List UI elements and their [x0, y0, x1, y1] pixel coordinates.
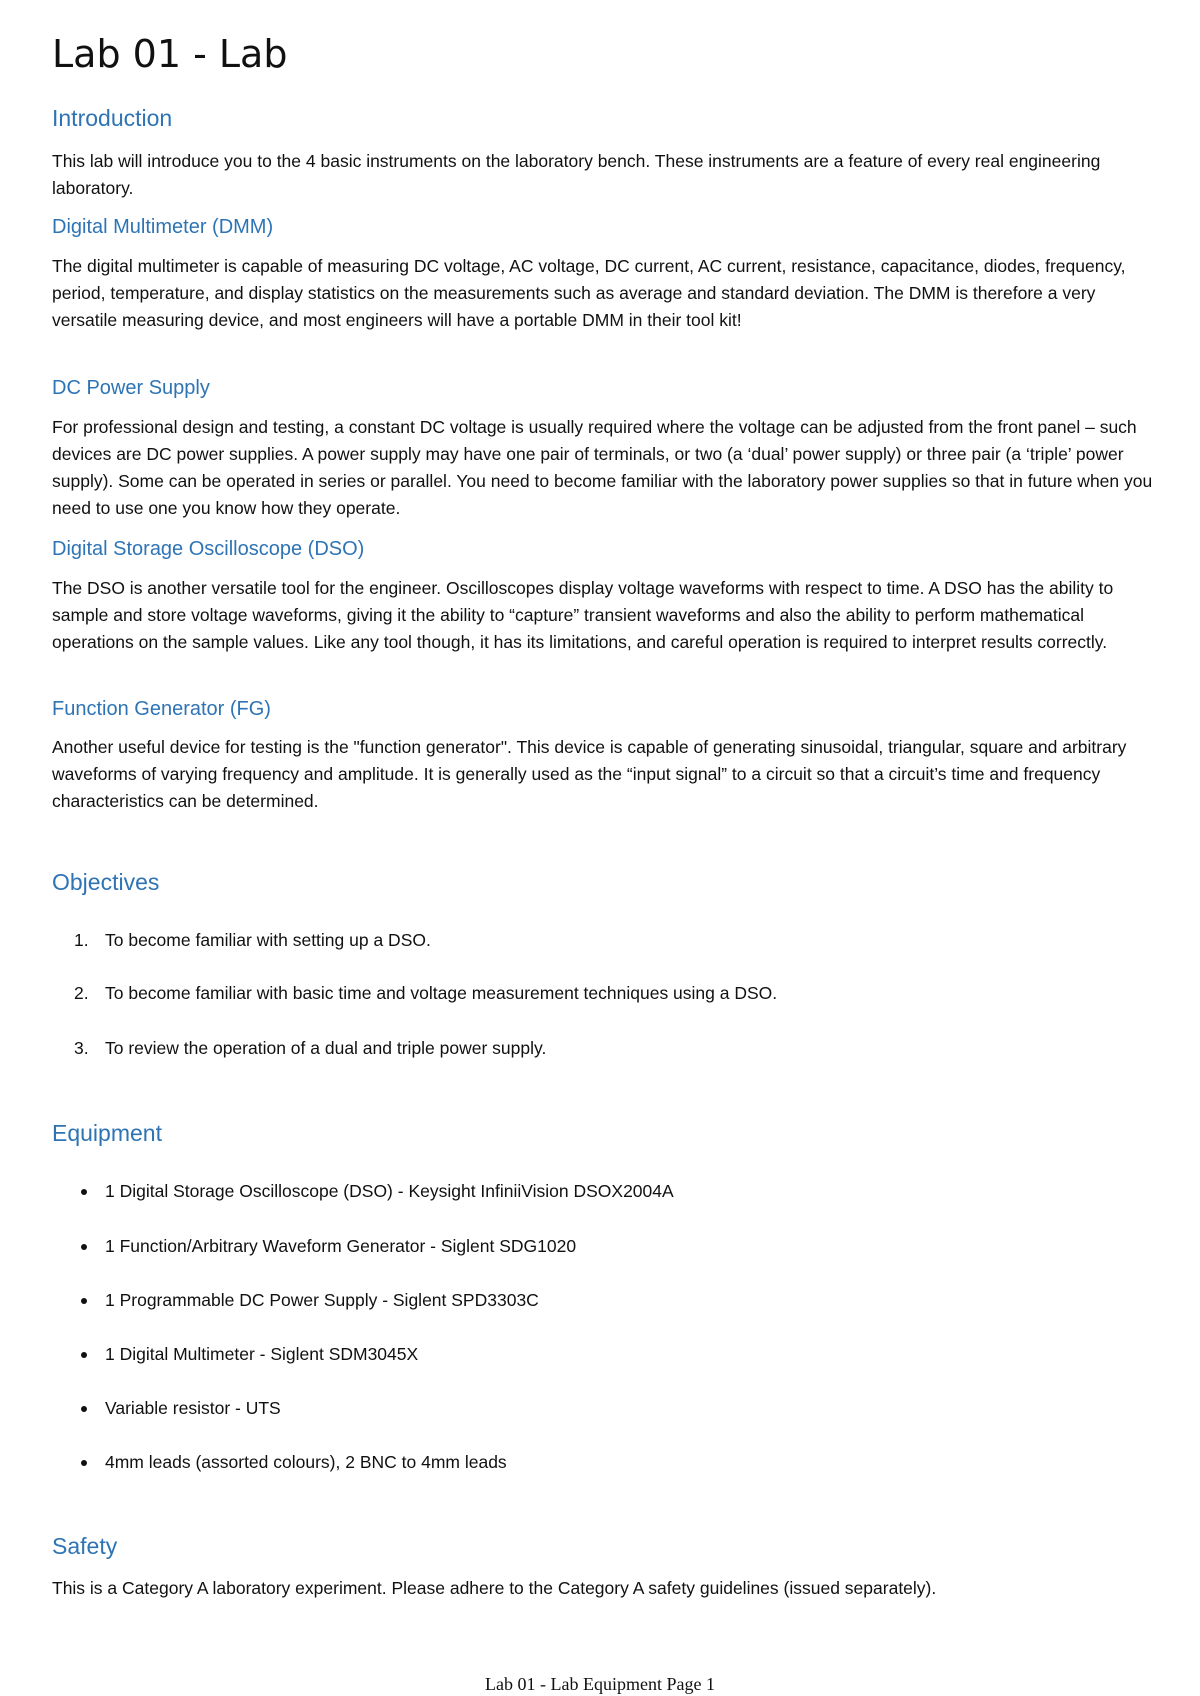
objective-item	[0, 925, 1100, 955]
equipment-item	[0, 1447, 1100, 1477]
list-number: 3.	[74, 1038, 89, 1058]
equipment-text: 1 Programmable DC Power Supply - Siglent SPD3303C	[105, 1290, 539, 1310]
equipment-item	[0, 1285, 1100, 1315]
dmm-text: The digital multimeter is capable of measuring DC voltage, AC voltage, DC current, AC current, resistance, capacitance, diodes, frequency, period, temperature, and display statistics on the measurements such as average and standard deviation. The DMM is therefore a very versatile measuring device, and most engineers will have a portable DMM in their tool kit!	[52, 256, 1126, 330]
equipment-heading: Equipment	[52, 1120, 162, 1146]
equipment-item	[0, 1393, 1100, 1423]
equipment-text: 1 Digital Storage Oscilloscope (DSO) - Keysight InfiniiVision DSOX2004A	[105, 1181, 674, 1201]
bullet-icon	[81, 1298, 87, 1304]
objective-text: To become familiar with setting up a DSO.	[105, 930, 431, 950]
objective-item	[0, 1033, 1100, 1063]
dso-heading: Digital Storage Oscilloscope (DSO)	[52, 538, 365, 560]
equipment-item	[0, 1176, 1100, 1206]
bullet-icon	[81, 1244, 87, 1250]
equipment-text: 4mm leads (assorted colours), 2 BNC to 4mm leads	[105, 1452, 507, 1472]
fg-heading: Function Generator (FG)	[52, 698, 271, 720]
bullet-icon	[81, 1352, 87, 1358]
equipment-text: 1 Function/Arbitrary Waveform Generator - Siglent SDG1020	[105, 1236, 577, 1256]
introduction-heading: Introduction	[52, 105, 173, 131]
dso-text: The DSO is another versatile tool for the engineer. Oscilloscopes display voltage waveforms with respect to time. A DSO has the ability to sample and store voltage waveforms, giving it the ability to “capture” transient waveforms and also the ability to perform mathematical operations on the sample values. Like any tool though, it has its limitations, and careful operation is required to interpret results correctly.	[52, 578, 1114, 652]
bullet-icon	[81, 1189, 87, 1195]
page-footer: Lab 01 - Lab Equipment Page 1	[485, 1674, 715, 1694]
bullet-icon	[81, 1406, 87, 1412]
objective-item	[0, 978, 1100, 1008]
equipment-text: Variable resistor - UTS	[105, 1398, 281, 1418]
introduction-text: This lab will introduce you to the 4 basic instruments on the laboratory bench. These instruments are a feature of every real engineering laboratory.	[52, 151, 1101, 198]
equipment-item	[0, 1231, 1100, 1261]
objective-text: To become familiar with basic time and voltage measurement techniques using a DSO.	[105, 983, 778, 1003]
dmm-heading: Digital Multimeter (DMM)	[52, 216, 274, 238]
equipment-text: 1 Digital Multimeter - Siglent SDM3045X	[105, 1344, 419, 1364]
fg-text: Another useful device for testing is the "function generator". This device is capable of generating sinusoidal, triangular, square and arbitrary waveforms of varying frequency and amplitude. It is generally used as the “input signal” to a circuit so that a circuit’s time and frequency characteristics can be determined.	[52, 737, 1127, 811]
list-number: 2.	[74, 983, 89, 1003]
safety-text: This is a Category A laboratory experiment. Please adhere to the Category A safety guidelines (issued separately).	[52, 1578, 937, 1598]
power-supply-heading: DC Power Supply	[52, 377, 210, 399]
document-title: Lab 01 - Lab	[52, 32, 288, 76]
equipment-item	[0, 1339, 1100, 1369]
safety-heading: Safety	[52, 1533, 118, 1559]
power-supply-text: For professional design and testing, a constant DC voltage is usually required where the voltage can be adjusted from the front panel – such devices are DC power supplies. A power supply may have one pair of terminals, or two (a ‘dual’ power supply) or three pair (a ‘triple’ power supply). Some can be operated in series or parallel. You need to become familiar with the laboratory power supplies so that in future when you need to use one you know how they operate.	[52, 417, 1153, 518]
list-number: 1.	[74, 930, 89, 950]
objective-text: To review the operation of a dual and triple power supply.	[105, 1038, 547, 1058]
objectives-heading: Objectives	[52, 869, 160, 895]
bullet-icon	[81, 1460, 87, 1466]
